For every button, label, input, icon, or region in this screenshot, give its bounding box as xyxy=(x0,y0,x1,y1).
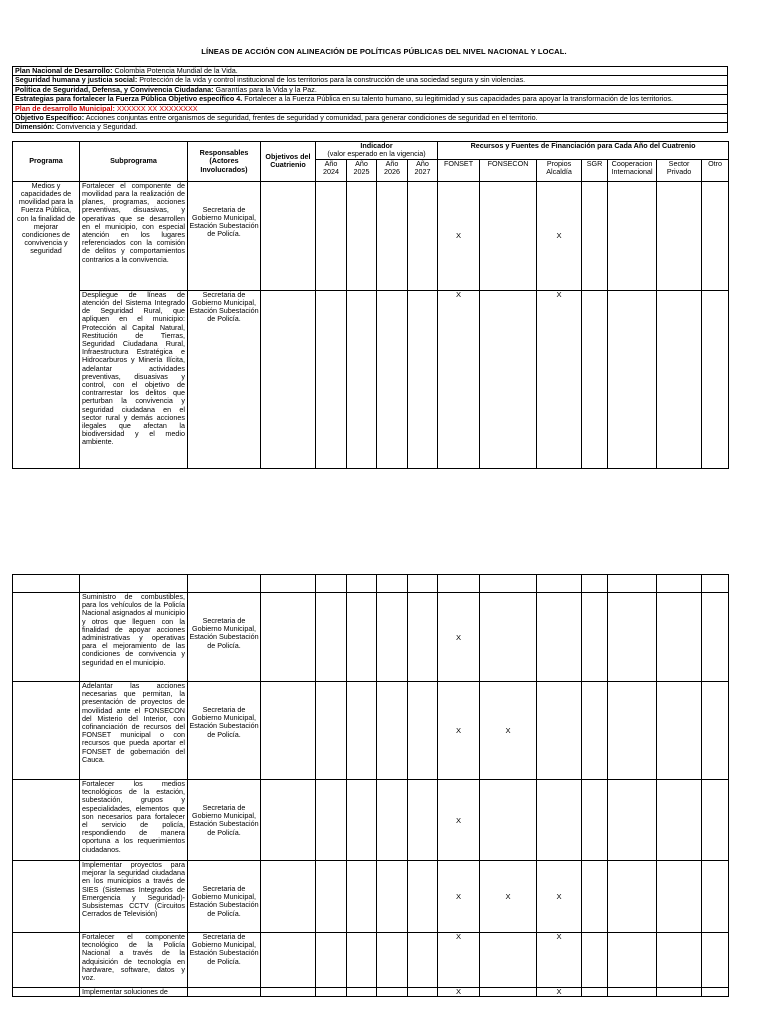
programa-cell xyxy=(13,780,80,861)
year-value-cell xyxy=(408,181,438,290)
funding-mark-cell xyxy=(657,780,702,861)
funding-mark: X xyxy=(455,932,462,941)
responsables-cell: Secretaria de Gobierno Municipal, Estación Subestación de Policía. xyxy=(188,181,261,290)
programa-cell xyxy=(13,933,80,988)
funding-mark-cell xyxy=(480,988,537,997)
year-value-cell xyxy=(377,290,408,468)
objetivos-cell xyxy=(261,181,316,290)
year-value-cell xyxy=(316,861,347,933)
year-value-cell xyxy=(408,933,438,988)
funding-mark-cell xyxy=(608,861,657,933)
funding-mark-cell xyxy=(582,780,608,861)
year-value-cell xyxy=(408,780,438,861)
header-year: Año 2024 xyxy=(316,159,347,181)
info-text: Colombia Potencia Mundial de la Vida. xyxy=(112,66,238,75)
funding-mark-cell xyxy=(480,933,537,988)
year-value-cell xyxy=(408,861,438,933)
year-value-cell xyxy=(377,181,408,290)
responsables-cell: Secretaria de Gobierno Municipal, Estación Subestación de Policía. xyxy=(188,861,261,933)
programa-cell xyxy=(13,593,80,682)
funding-mark-cell xyxy=(657,290,702,468)
subprograma-cell: Adelantar las acciones necesarias que permitan, la presentación de proyectos de movilidad ante el FONSECON del Misterio del Interior, con cofinanciación de recursos del FONSET municipal o con recursos que pueda aportar el FONSET de gobernación del Cauca. xyxy=(80,682,188,780)
funding-mark-cell xyxy=(438,780,480,861)
programa-cell xyxy=(13,988,80,997)
funding-mark-cell xyxy=(608,682,657,780)
info-text: Garantías para la Vida y la Paz. xyxy=(213,85,317,94)
info-label: Plan Nacional de Desarrollo: xyxy=(15,66,113,75)
year-value-cell xyxy=(316,780,347,861)
funding-mark-cell xyxy=(438,933,480,988)
subprograma-cell: Implementar soluciones de xyxy=(80,988,188,997)
funding-mark-cell xyxy=(582,181,608,290)
action-lines-table-continued xyxy=(12,574,729,997)
year-value-cell xyxy=(347,593,377,682)
header-year: Año 2026 xyxy=(377,159,408,181)
info-label: Dimensión: xyxy=(15,122,55,132)
blank-cell xyxy=(657,575,702,593)
funding-mark: X xyxy=(455,726,462,735)
header-indicador-sub: (valor esperado en la vigencia) xyxy=(327,149,426,159)
document-title: LÍNEAS DE ACCIÓN CON ALINEACIÓN DE POLÍTICAS PÚBLICAS DEL NIVEL NACIONAL Y LOCAL. xyxy=(201,47,567,56)
funding-mark-cell xyxy=(608,290,657,468)
funding-mark-cell xyxy=(657,988,702,997)
funding-mark-cell xyxy=(582,861,608,933)
funding-mark-cell xyxy=(608,593,657,682)
header-subprograma: Subprograma xyxy=(80,142,188,182)
funding-mark-cell xyxy=(702,780,729,861)
funding-mark-cell xyxy=(537,682,582,780)
info-row xyxy=(13,95,728,104)
funding-mark-cell xyxy=(537,780,582,861)
header-fuente: FONSET xyxy=(438,159,480,181)
funding-mark-cell xyxy=(480,181,537,290)
objetivos-cell xyxy=(261,682,316,780)
year-value-cell xyxy=(316,593,347,682)
year-value-cell xyxy=(377,780,408,861)
funding-mark-cell xyxy=(582,988,608,997)
subprograma-cell: Fortalecer el componente tecnológico de la Policía Nacional a través de la adquisición de tecnología en hardware, software, datos y voz. xyxy=(80,933,188,988)
info-label: Estrategias para fortalecer la Fuerza Pública Objetivo específico 4. xyxy=(15,94,243,104)
blank-cell xyxy=(480,575,537,593)
funding-mark-cell xyxy=(537,933,582,988)
info-row xyxy=(13,104,728,113)
funding-mark-cell xyxy=(438,988,480,997)
funding-mark-cell xyxy=(438,861,480,933)
header-fuente: Propios Alcaldía xyxy=(537,159,582,181)
blank-cell xyxy=(408,575,438,593)
year-value-cell xyxy=(316,290,347,468)
info-label: Política de Seguridad, Defensa, y Convivencia Ciudadana: xyxy=(15,85,214,94)
info-row xyxy=(13,123,728,132)
year-value-cell xyxy=(316,988,347,997)
year-value-cell xyxy=(408,593,438,682)
info-row xyxy=(13,114,728,123)
info-row xyxy=(13,67,728,76)
funding-mark-cell xyxy=(657,181,702,290)
funding-mark-cell xyxy=(702,933,729,988)
info-label: Objetivo Específico: xyxy=(15,113,85,123)
header-year: Año 2025 xyxy=(347,159,377,181)
info-label: Plan de desarrollo Municipal: xyxy=(15,104,115,113)
programa-cell xyxy=(13,861,80,933)
year-value-cell xyxy=(347,861,377,933)
funding-mark-cell xyxy=(702,290,729,468)
subprograma-cell: Suministro de combustibles, para los vehículos de la Policía Nacional asignados al municipio y otros que lleguen con la finalidad de apoyar acciones administrativas y operativas para el mejoramiento de las condiciones de convivencia y seguridad en el municipio. xyxy=(80,593,188,682)
responsables-cell: Secretaria de Gobierno Municipal, Estación Subestación de Policía. xyxy=(188,290,261,468)
blank-cell xyxy=(261,575,316,593)
funding-mark: X xyxy=(505,726,511,735)
funding-mark-cell xyxy=(702,861,729,933)
year-value-cell xyxy=(408,682,438,780)
responsables-cell: Secretaria de Gobierno Municipal, Estación Subestación de Policía. xyxy=(188,933,261,988)
funding-mark-cell xyxy=(702,593,729,682)
action-lines-table xyxy=(12,141,729,469)
funding-mark-cell xyxy=(438,682,480,780)
year-value-cell xyxy=(377,988,408,997)
blank-cell xyxy=(80,575,188,593)
funding-mark-cell xyxy=(480,780,537,861)
funding-mark-cell xyxy=(537,593,582,682)
header-objetivos: Objetivos del Cuatrienio xyxy=(261,142,316,182)
subprograma-cell: Despliegue de líneas de atención del Sistema Integrado de Seguridad Rural, que apliquen en el municipio: Protección al Capital Natural, Restitución de Tierras, Seguridad Ciudadana Rural, Infraestructura Estratégica e Hidrocarburos y Minería Ilícita, adelantar actividades preventivas, disuasivas y control, con el objetivo de contrarrestar los delitos que perturban la convivencia y seguridad ciudadana en el sector rural y demás acciones ilegales que afectan la biodiversidad y el medio ambiente. xyxy=(80,290,188,468)
responsables-cell xyxy=(188,988,261,997)
funding-mark: X xyxy=(556,932,562,941)
info-row xyxy=(13,85,728,94)
funding-mark-cell xyxy=(657,861,702,933)
year-value-cell xyxy=(316,181,347,290)
objetivos-cell xyxy=(261,593,316,682)
funding-mark-cell xyxy=(480,290,537,468)
blank-cell xyxy=(702,575,729,593)
info-table xyxy=(12,66,728,133)
header-indicador-title: Indicador xyxy=(360,141,393,150)
funding-mark-cell xyxy=(657,933,702,988)
funding-mark-cell xyxy=(438,593,480,682)
year-value-cell xyxy=(347,780,377,861)
year-value-cell xyxy=(316,933,347,988)
blank-cell xyxy=(377,575,408,593)
funding-mark-cell xyxy=(608,181,657,290)
info-text: Convivencia y Seguridad. xyxy=(54,122,138,132)
funding-mark-cell xyxy=(537,861,582,933)
info-text: Acciones conjuntas entre organismos de seguridad, frentes de seguridad y comunidad, para generar condiciones de seguridad en el territorio. xyxy=(84,113,538,123)
info-text: Fortalecer a la Fuerza Pública en su talento humano, su legitimidad y sus capacidades para apoyar la transformación de los territorios. xyxy=(242,94,673,104)
funding-mark-cell xyxy=(608,780,657,861)
objetivos-cell xyxy=(261,988,316,997)
funding-mark-cell xyxy=(657,682,702,780)
funding-mark: X xyxy=(556,892,562,901)
year-value-cell xyxy=(377,861,408,933)
funding-mark-cell xyxy=(480,861,537,933)
blank-cell xyxy=(608,575,657,593)
year-value-cell xyxy=(377,682,408,780)
funding-mark: X xyxy=(455,632,462,642)
funding-mark-cell xyxy=(702,988,729,997)
year-value-cell xyxy=(377,593,408,682)
funding-mark-cell xyxy=(582,682,608,780)
responsables-cell: Secretaria de Gobierno Municipal, Estación Subestación de Policía. xyxy=(188,780,261,861)
header-fuente: SGR xyxy=(582,159,608,181)
funding-mark: X xyxy=(556,290,562,299)
responsables-cell: Secretaria de Gobierno Municipal, Estación Subestación de Policía. xyxy=(188,593,261,682)
blank-cell xyxy=(316,575,347,593)
funding-mark-cell xyxy=(702,181,729,290)
year-value-cell xyxy=(347,933,377,988)
funding-mark-cell xyxy=(438,181,480,290)
objetivos-cell xyxy=(261,290,316,468)
funding-mark-cell xyxy=(480,682,537,780)
blank-cell xyxy=(582,575,608,593)
funding-mark: X xyxy=(505,892,511,901)
year-value-cell xyxy=(347,181,377,290)
year-value-cell xyxy=(347,290,377,468)
subprograma-cell: Fortalecer el componente de movilidad para la realización de planes, programas, acciones preventivas, disuasivas, y operativas que se desarrollen en el municipio, con especial atención en los lugares referenciados con la comisión de delitos y comportamientos contrarios a la convivencia. xyxy=(80,181,188,290)
header-indicador xyxy=(316,142,438,160)
funding-mark-cell xyxy=(537,988,582,997)
funding-mark: X xyxy=(456,290,462,299)
info-text: Protección de la vida y control institucional de los territorios para la construcción de una sociedad segura y sin violencias. xyxy=(137,75,526,85)
objetivos-cell xyxy=(261,861,316,933)
year-value-cell xyxy=(347,682,377,780)
programa-cell xyxy=(13,682,80,780)
funding-mark-cell xyxy=(608,988,657,997)
funding-mark-cell xyxy=(702,682,729,780)
header-fuente: FONSECON xyxy=(480,159,537,181)
year-value-cell xyxy=(377,933,408,988)
blank-cell xyxy=(347,575,377,593)
funding-mark: X xyxy=(556,987,562,996)
header-responsables: Responsables (Actores Involucrados) xyxy=(188,142,261,182)
blank-cell xyxy=(438,575,480,593)
subprograma-cell: Implementar proyectos para mejorar la seguridad ciudadana en los municipios a través de SIES (Sistemas Integrados de Emergencia y Seguridad)-Subsistemas CCTV (Circuitos Cerrados de Televisión) xyxy=(80,861,188,933)
info-label: Seguridad humana y justicia social: xyxy=(15,75,138,85)
funding-mark-cell xyxy=(582,290,608,468)
funding-mark-cell xyxy=(657,593,702,682)
blank-cell xyxy=(537,575,582,593)
header-recursos: Recursos y Fuentes de Financiación para Cada Año del Cuatrenio xyxy=(438,142,729,160)
header-fuente: Cooperacion Internacional xyxy=(608,159,657,181)
programa-cell: Medios y capacidades de movilidad para la Fuerza Pública, con la finalidad de mejorar condiciones de convivencia y seguridad xyxy=(13,181,80,468)
responsables-cell: Secretaria de Gobierno Municipal, Estación Subestación de Policía. xyxy=(188,682,261,780)
blank-cell xyxy=(188,575,261,593)
funding-mark: X xyxy=(456,231,462,241)
funding-mark-cell xyxy=(537,290,582,468)
header-year: Año 2027 xyxy=(408,159,438,181)
blank-cell xyxy=(13,575,80,593)
funding-mark: X xyxy=(455,892,462,901)
funding-mark-cell xyxy=(582,593,608,682)
funding-mark-cell xyxy=(537,181,582,290)
funding-mark-cell xyxy=(480,593,537,682)
funding-mark-cell xyxy=(608,933,657,988)
funding-mark-cell xyxy=(438,290,480,468)
funding-mark: X xyxy=(556,231,562,241)
objetivos-cell xyxy=(261,780,316,861)
funding-mark: X xyxy=(455,815,462,825)
header-programa: Programa xyxy=(13,142,80,182)
year-value-cell xyxy=(347,988,377,997)
info-text: XXXXXX XX XXXXXXXX xyxy=(114,104,198,113)
objetivos-cell xyxy=(261,933,316,988)
header-fuente: Otro xyxy=(702,159,729,181)
funding-mark-cell xyxy=(582,933,608,988)
subprograma-cell: Fortalecer los medios tecnológicos de la estación, subestación, grupos y especialidades, elementos que son necesarios para fortalecer el servicio de policía, respondiendo de manera oportuna a los requerimientos ciudadanos. xyxy=(80,780,188,861)
header-fuente: Sector Privado xyxy=(657,159,702,181)
year-value-cell xyxy=(408,988,438,997)
year-value-cell xyxy=(408,290,438,468)
year-value-cell xyxy=(316,682,347,780)
info-row xyxy=(13,76,728,85)
funding-mark: X xyxy=(455,987,462,996)
